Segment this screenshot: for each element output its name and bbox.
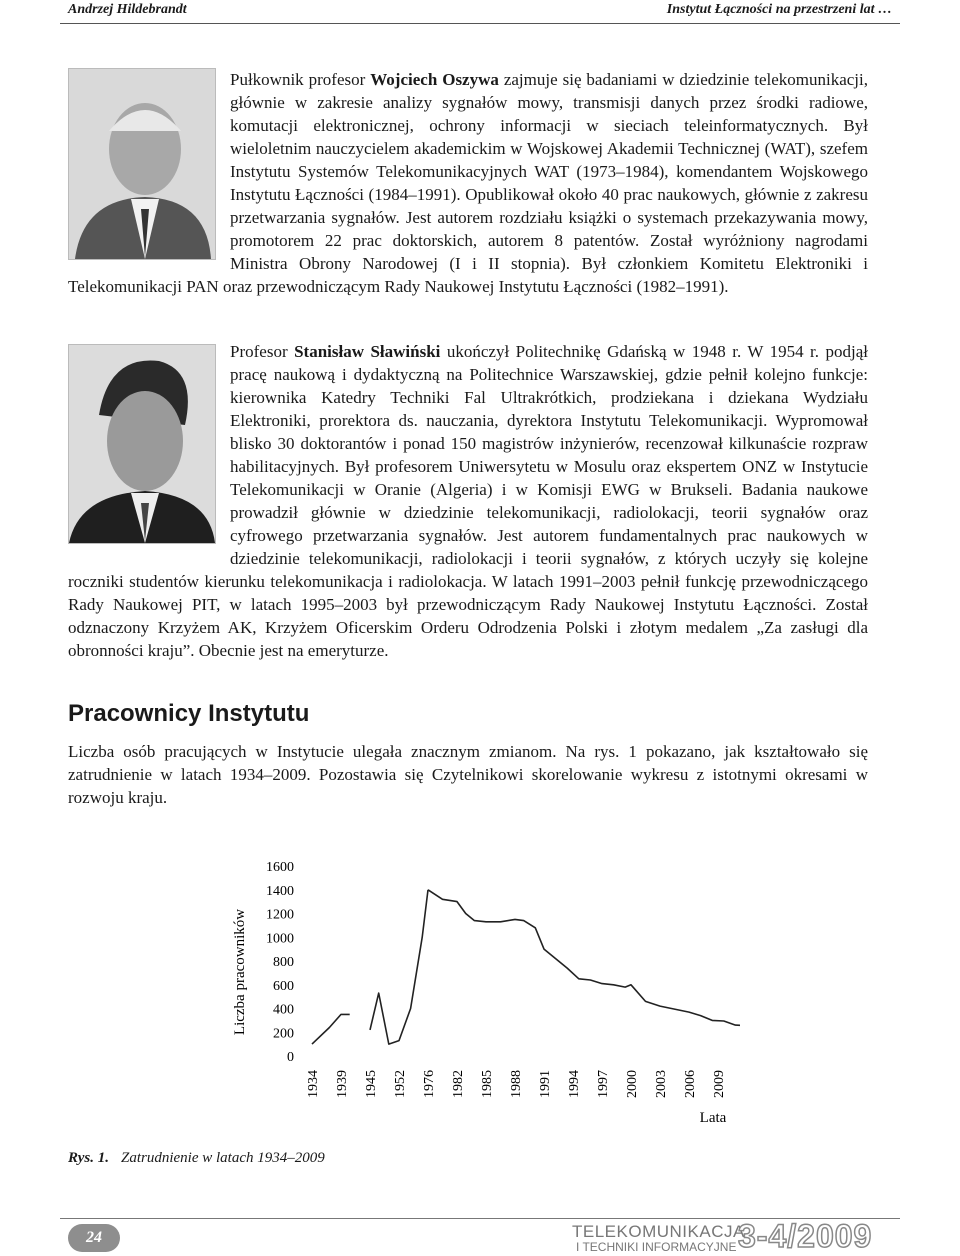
employment-chart — [220, 850, 740, 1130]
bio-oszywa — [68, 68, 868, 298]
header-author: Andrzej Hildebrandt — [68, 2, 187, 17]
chart-xlabel: Lata — [699, 1110, 727, 1126]
y-tick-label: 600 — [273, 978, 294, 994]
page-number: 24 — [68, 1224, 120, 1252]
x-tick-label: 1991 — [538, 1070, 553, 1098]
chart-ylabel: Liczba pracowników — [232, 908, 248, 1036]
series-line-seg1 — [312, 1014, 350, 1044]
magazine-subtitle: I TECHNIKI INFORMACYJNE — [576, 1240, 737, 1254]
x-tick-label: 1985 — [480, 1070, 495, 1098]
y-tick-label: 400 — [273, 1002, 294, 1018]
x-tick-label: 1952 — [393, 1070, 408, 1098]
header-title: Instytut Łączności na przestrzeni lat … — [666, 2, 892, 17]
bio1-name: Wojciech Oszywa — [370, 70, 499, 89]
x-tick-label: 1997 — [596, 1070, 611, 1098]
page-header — [0, 0, 960, 26]
bio2-text: ukończył Politechnikę Gdańską w 1948 r. W 1954 r. podjął pracę naukową i dydaktyczną na Politechnice Warszawskiej, gdzie pełnił kolejno funkcje: kierownika Katedry Techniki Fal Ultrakrótkich, prodziekana i dziekana Wydziału Elektroniki, prorektora ds. nauczania, dyrektora Instytutu Telekomunikacji. Wypromował blisko 30 doktorantów i ponad 150 magistrów inżynierów, recenzował kilkunaście rozpraw habilitacyjnych. Był profesorem Uniwersytetu w Mosulu oraz ekspertem ONZ w Instytucie Telekomunikacji w Oranie (Algeria) i w Komisji EWG w Brukseli. Badania naukowe prowadził głównie w dziedzinie telekomunikacji, radiolokacji, teorii sygnałów oraz cyfrowego przetwarzania sygnałów. Jest autorem fundamentalnych prac naukowych w dziedzinie telekomunikacji, radiolokacji i teorii sygnałów, z których uczyły się kolejne roczniki studentów kierunku telekomunikacja i radiolokacja. W latach 1991–2003 pełnił funkcję przewodniczącego Rady Naukowej PIT, w latach 1995–2003 był przewodniczącym Rady Naukowej Instytutu Łączności. Został odznaczony Krzyżem AK, Krzyżem Oficerskim Orderu Odrodzenia Polski i złotym medalem „Za zasługi dla obronności kraju”. Obecnie jest na emeryturze. — [68, 342, 868, 660]
caption-text: Zatrudnienie w latach 1934–2009 — [120, 1150, 325, 1166]
section-title: Pracownicy Instytutu — [68, 700, 310, 727]
x-tick-label: 1982 — [451, 1070, 466, 1098]
bio1-lead: Pułkownik profesor — [230, 70, 371, 89]
x-tick-label: 1994 — [567, 1070, 582, 1098]
x-tick-label: 1934 — [306, 1070, 321, 1098]
x-tick-label: 2000 — [625, 1070, 640, 1098]
caption-label: Rys. 1. — [68, 1150, 109, 1166]
section-intro: Liczba osób pracujących w Instytucie ulegała znacznym zmianom. Na rys. 1 pokazano, jak kształtowało się zatrudnienie w latach 1934–2009. Pozostawia się Czytelnikowi skorelowanie wykresu z istotnymi okresami w rozwoju kraju. — [68, 742, 868, 807]
x-tick-label: 1939 — [335, 1070, 350, 1098]
bio2-name: Stanisław Sławiński — [294, 342, 441, 361]
x-tick-label: 1976 — [422, 1070, 437, 1098]
y-tick-label: 1400 — [266, 883, 294, 899]
series-line-seg2 — [370, 890, 428, 1044]
portrait-oszywa — [68, 68, 216, 260]
y-tick-label: 1200 — [266, 907, 294, 923]
y-tick-label: 0 — [287, 1050, 294, 1065]
x-tick-label: 2009 — [712, 1070, 727, 1098]
bio2-lead: Profesor — [230, 342, 295, 361]
x-tick-label: 1988 — [509, 1070, 524, 1098]
series-line-seg3 — [428, 890, 740, 1026]
portrait-slawinski — [68, 344, 216, 544]
bio1-text: zajmuje się badaniami w dziedzinie telekomunikacji, głównie w zakresie analizy sygnałów mowy, transmisji danych przez środki radiowe, komutacji elektronicznej, ochrony informacji w sieciach teleinformatycznych. Był wieloletnim nauczycielem akademickim w Wojskowej Akademii Technicznej (WAT), szefem Instytutu Systemów Telekomunikacyjnych WAT (1973–1984), komendantem Wojskowego Instytutu Łączności (1984–1991). Opublikował około 40 prac naukowych, głównie z zakresu przetwarzania sygnałów. Jest autorem rozdziału książki o systemach przekazywania mowy, promotorem 22 prac doktorskich, autorem 8 patentów. Został wyróżniony nagrodami Ministra Obrony Narodowej (I i II stopnia). Był członkiem Komitetu Elektroniki i Telekomunikacji PAN oraz przewodniczącym Rady Naukowej Instytutu Łączności (1982–1991). — [68, 70, 868, 296]
x-tick-label: 2006 — [683, 1070, 698, 1098]
issue-number: 3-4/2009 — [738, 1218, 873, 1254]
header-divider — [60, 23, 900, 24]
y-tick-label: 800 — [273, 955, 294, 970]
x-tick-label: 1945 — [364, 1070, 379, 1098]
figure-caption — [68, 1150, 325, 1167]
x-tick-label: 2003 — [654, 1070, 669, 1098]
y-tick-label: 1600 — [266, 860, 294, 875]
y-tick-label: 200 — [273, 1026, 294, 1042]
bio-slawinski — [68, 340, 868, 662]
y-tick-label: 1000 — [266, 931, 294, 947]
magazine-title: TELEKOMUNIKACJA — [572, 1222, 745, 1241]
